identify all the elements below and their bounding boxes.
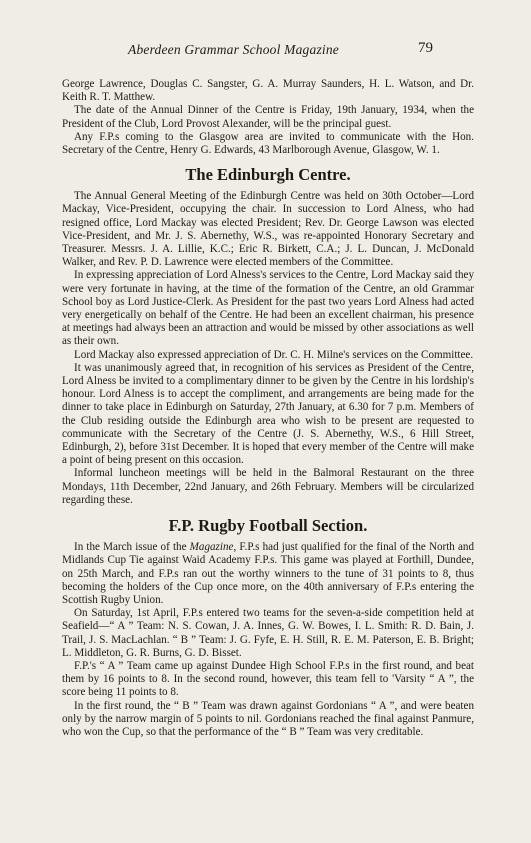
rugby-paragraph-2: On Saturday, 1st April, F.P.s entered two teams for the seven-a-side competition held at Seafield—“ A ” Team: N. S. Cowan, J. A. Innes, G. W. Bowes, I. L. Smith: R. D. Bain, J. Trail, J. S. MacLachlan. “ B ” Team: J. G. Fyfe, E. H. Still, R. E. M. Paterson, E. B. Bright; L. Middleton, G. R. Burns, G. D. Bisset. <box>62 607 474 659</box>
glasgow-paragraph-1: George Lawrence, Douglas C. Sangster, G. A. Murray Saunders, H. L. Watson, and Dr. Keith R. T. Matthew. <box>62 78 474 104</box>
rugby-paragraph-1-rest: , F.P.s had just qualified for the final of the North and Midlands Cup Tie against Waid Academy F.P.s. This game was played at Forthill, Dundee, on 25th March, and F.P.s ran out the worthy winners to the tune of 31 points to 8, thus becoming the holders of the Cup once more, on the 40th anniversary of F.P.s entering the Scottish Rugby Union. <box>62 541 474 606</box>
edinburgh-paragraph-4: It was unanimously agreed that, in recognition of his services as President of the Centre, Lord Alness be invited to a complimentary dinner to be given by the Centre in his lordship's honour. Lord Alness is to accept the compliment, and arrangements are being made for the dinner to take place in Edinburgh on Saturday, 27th January, at 6.30 for 7 p.m. Members of the Club residing outside the Edinburgh area who wish to be present are requested to communicate with the Secretary of the Centre (J. S. Abernethy, W.S., 6 Hill Street, Edinburgh, 2), before 31st December. It is hoped that every member of the Centre will make a point of being present on this occasion. <box>62 361 474 467</box>
glasgow-paragraph-2: The date of the Annual Dinner of the Centre is Friday, 19th January, 1934, when the President of the Club, Lord Provost Alexander, will be the principal guest. <box>62 104 474 130</box>
edinburgh-paragraph-5: Informal luncheon meetings will be held in the Balmoral Restaurant on the three Mondays, 11th December, 22nd January, and 26th February. Members will be circularized regarding these. <box>62 467 474 506</box>
running-title: Aberdeen Grammar School Magazine <box>128 42 339 57</box>
glasgow-paragraph-3: Any F.P.s coming to the Glasgow area are invited to communicate with the Hon. Secretary of the Centre, Henry G. Edwards, 43 Marlborough Avenue, Glasgow, W. 1. <box>62 130 474 157</box>
page-number: 79 <box>418 40 433 56</box>
page-header <box>0 40 531 60</box>
rugby-paragraph-4: In the first round, the “ B ” Team was drawn against Gordonians “ A ”, and were beaten only by the narrow margin of 5 points to nil. Gordonians reached the final against Panmure, who won the Cup, so that the performance of the “ B ” Team was very creditable. <box>62 699 474 738</box>
rugby-paragraph-1-start: In the March issue of the <box>74 541 190 554</box>
edinburgh-paragraph-2: In expressing appreciation of Lord Alness's services to the Centre, Lord Mackay said they were very fortunate in having, at the time of the formation of the Centre, an old Grammar School boy as Lord Justice-Clerk. As President for the past two years Lord Alness had acted very energetically on behalf of the Centre. He had been an excellent chairman, his presence at meetings had always been an attraction and would be missed by other associations as well as their own. <box>62 269 474 348</box>
edinburgh-paragraph-1: The Annual General Meeting of the Edinburgh Centre was held on 30th October—Lord Mackay, Vice-President, occupying the chair. In succession to Lord Alness, who had resigned office, Lord Mackay was elected President; Rev. Dr. George Lawson was elected Vice-President, and Mr. J. S. Abernethy, W.S., was re-appointed Honorary Secretary and Treasurer. Messrs. J. A. Lillie, K.C.; Eric R. Birkett, C.A.; J. L. Duncan, J. McDonald Walker, and Rev. P. D. Lawrence were elected members of the Committee. <box>62 190 474 269</box>
rugby-heading: F.P. Rugby Football Section. <box>168 516 368 536</box>
page-body <box>62 78 474 739</box>
magazine-title-italic: Magazine <box>189 541 234 554</box>
edinburgh-paragraph-3: Lord Mackay also expressed appreciation of Dr. C. H. Milne's services on the Committee. <box>74 348 474 361</box>
edinburgh-heading: The Edinburgh Centre. <box>185 165 351 185</box>
rugby-paragraph-3: F.P.'s “ A ” Team came up against Dundee High School F.P.s in the first round, and beat them by 16 points to 8. In the second round, however, this team fell to 'Varsity “ A ”, the score being 11 points to 8. <box>62 659 474 699</box>
rugby-paragraph-1 <box>62 541 474 607</box>
